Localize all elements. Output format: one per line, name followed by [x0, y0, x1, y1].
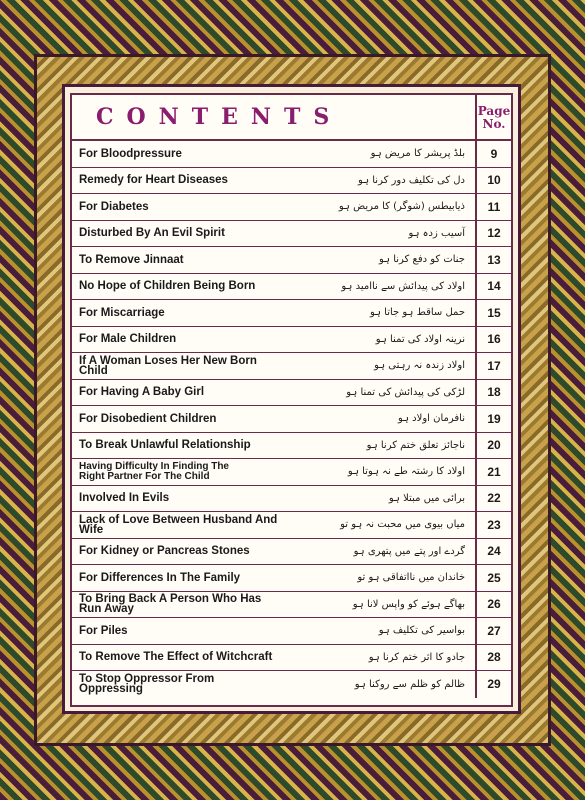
- page-title: CONTENTS: [96, 104, 343, 130]
- entry-title-english: To Remove Jinnaat: [79, 253, 184, 266]
- page-number: 21: [475, 459, 511, 485]
- entry-title-urdu: بواسیر کی تکلیف ہو: [378, 625, 465, 637]
- entry-title-english: For Differences In The Family: [79, 571, 241, 584]
- entry-title-english: For Disobedient Children: [79, 412, 217, 425]
- table-row[interactable]: [72, 565, 511, 592]
- entry-title-urdu: آسیب زدہ ہو: [408, 227, 465, 239]
- page-number: 12: [475, 221, 511, 247]
- entry-title-english: Involved In Evils: [79, 492, 170, 505]
- page-label: Page: [477, 104, 511, 118]
- page-number-header: [475, 95, 511, 139]
- page-number: 16: [475, 327, 511, 353]
- entry-title-urdu: جنات کو دفع کرنا ہو: [379, 254, 465, 266]
- entry-title-english: For Miscarriage: [79, 306, 165, 319]
- number-label: No.: [482, 117, 506, 131]
- table-row[interactable]: [72, 221, 511, 248]
- table-row[interactable]: [72, 618, 511, 645]
- entry-title-urdu: برائی میں مبتلا ہو: [388, 492, 465, 504]
- entry-title-urdu: لڑکی کی پیدائش کی تمنا ہو: [346, 386, 465, 398]
- entry-title-urdu: بھاگے ہوئے کو واپس لانا ہو: [352, 598, 465, 610]
- table-row[interactable]: [72, 486, 511, 513]
- entry-title-urdu: ناجائز تعلق ختم کرنا ہو: [366, 439, 465, 451]
- table-row[interactable]: [72, 433, 511, 460]
- page-number: 18: [475, 380, 511, 406]
- table-header: [72, 95, 511, 141]
- page-number: 29: [475, 671, 511, 698]
- table-row[interactable]: [72, 141, 511, 168]
- entry-title-urdu: اولاد کی پیدائش سے ناامید ہو: [341, 280, 465, 292]
- entry-title-urdu: حمل ساقط ہو جاتا ہو: [369, 307, 465, 319]
- entry-title-english: To Break Unlawful Relationship: [79, 439, 251, 452]
- page-number: 15: [475, 300, 511, 326]
- entry-title-urdu: بلڈ پریشر کا مریض ہو: [370, 148, 465, 160]
- page-number: 25: [475, 565, 511, 591]
- entry-title-english: For Male Children: [79, 333, 177, 346]
- page-number: 27: [475, 618, 511, 644]
- entry-title-urdu: خاندان میں نااتفاقی ہو تو: [357, 572, 465, 584]
- table-row[interactable]: [72, 247, 511, 274]
- table-row[interactable]: [72, 327, 511, 354]
- page-number: 14: [475, 274, 511, 300]
- contents-list: [72, 141, 511, 698]
- entry-title-urdu: ذیابیطس (شوگر) کا مریض ہو: [338, 201, 465, 213]
- entry-title-english: No Hope of Children Being Born: [79, 280, 256, 293]
- entry-title-english: If A Woman Loses Her New Born Child: [79, 354, 257, 377]
- table-row[interactable]: [72, 380, 511, 407]
- entry-title-urdu: نافرمان اولاد ہو: [397, 413, 465, 425]
- table-row[interactable]: [72, 645, 511, 672]
- table-row[interactable]: [72, 168, 511, 195]
- table-row[interactable]: [72, 671, 511, 698]
- entry-title-english: For Kidney or Pancreas Stones: [79, 545, 250, 558]
- entry-title-english: Remedy for Heart Diseases: [79, 174, 228, 187]
- entry-title-urdu: میاں بیوی میں محبت نہ ہو تو: [340, 519, 465, 531]
- table-row[interactable]: [72, 353, 511, 380]
- page-number: 17: [475, 353, 511, 379]
- entry-title-english: For Diabetes: [79, 200, 149, 213]
- page-number: 28: [475, 645, 511, 671]
- entry-title-urdu: اولاد کا رشتہ طے نہ ہوتا ہو: [347, 466, 465, 478]
- entry-title-english: Disturbed By An Evil Spirit: [79, 227, 225, 240]
- entry-title-urdu: ظالم کو ظلم سے روکنا ہو: [354, 678, 465, 690]
- entry-title-urdu: اولاد زندہ نہ رہتی ہو: [374, 360, 465, 372]
- page-number: 10: [475, 168, 511, 194]
- page-number: 9: [475, 141, 511, 167]
- entry-title-urdu: گردے اور پتے میں پتھری ہو: [353, 545, 465, 557]
- page-number: 19: [475, 406, 511, 432]
- table-row[interactable]: [72, 512, 511, 539]
- page-number: 22: [475, 486, 511, 512]
- entry-title-urdu: نرینہ اولاد کی تمنا ہو: [375, 333, 465, 345]
- page-number: 20: [475, 433, 511, 459]
- table-row[interactable]: [72, 274, 511, 301]
- page-number: 24: [475, 539, 511, 565]
- contents-table: [70, 93, 513, 707]
- entry-title-english: For Piles: [79, 624, 128, 637]
- table-row[interactable]: [72, 459, 511, 486]
- table-row[interactable]: [72, 194, 511, 221]
- page-number: 23: [475, 512, 511, 538]
- table-row[interactable]: [72, 539, 511, 566]
- entry-title-urdu: دل کی تکلیف دور کرنا ہو: [358, 174, 465, 186]
- entry-title-english: To Stop Oppressor From Oppressing: [79, 673, 215, 696]
- page-number: 13: [475, 247, 511, 273]
- table-row[interactable]: [72, 300, 511, 327]
- table-row[interactable]: [72, 592, 511, 619]
- page-number: 26: [475, 592, 511, 618]
- entry-title-english: For Having A Baby Girl: [79, 386, 205, 399]
- entry-title-english: Lack of Love Between Husband And Wife: [79, 513, 278, 536]
- entry-title-english: To Remove The Effect of Witchcraft: [79, 651, 273, 664]
- entry-title-urdu: جادو کا اثر ختم کرنا ہو: [368, 651, 465, 663]
- entry-title-english: To Bring Back A Person Who Has Run Away: [79, 593, 262, 616]
- table-row[interactable]: [72, 406, 511, 433]
- entry-title-english: Having Difficulty In Finding The Right Partner For The Child: [79, 460, 229, 482]
- entry-title-english: For Bloodpressure: [79, 147, 182, 160]
- page-number: 11: [475, 194, 511, 220]
